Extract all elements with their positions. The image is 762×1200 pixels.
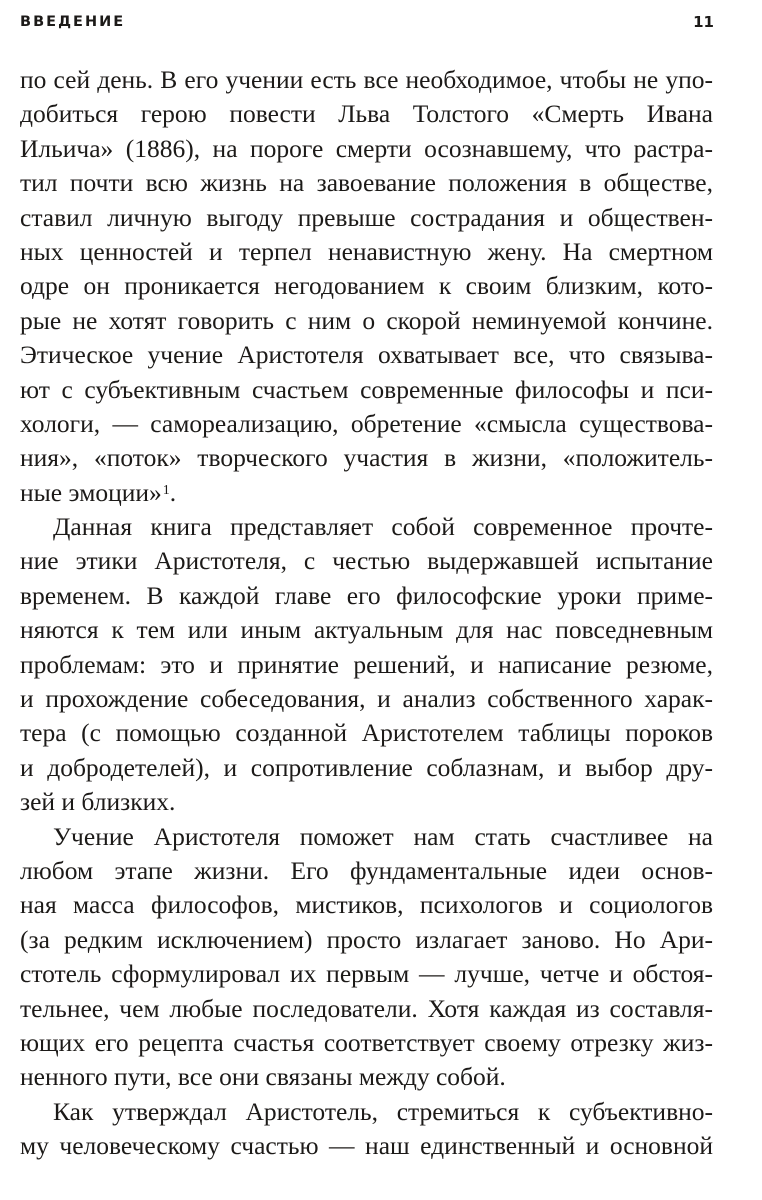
text-line: Этическое учение Аристотеля охватывает все, что связыва- (20, 340, 713, 370)
text-line: ния», «поток» творческого участия в жизни, «положитель- (20, 443, 713, 473)
text-line: Учение Аристотеля поможет нам стать счастливее на (53, 821, 713, 851)
page-number: 11 (693, 13, 714, 31)
text-line: и добродетелей), и сопротивление соблазнам, и выбор дру- (20, 752, 713, 782)
text-line: няются к тем или иным актуальным для нас повседневным (20, 615, 713, 645)
text-line: тил почти всю жизнь на завоевание положения в обществе, (20, 168, 713, 198)
text-line: проблемам: это и принятие решений, и написание резюме, (20, 649, 713, 679)
running-head (20, 11, 714, 33)
text-line: временем. В каждой главе его философские уроки приме- (20, 580, 713, 610)
text-line-last: ненного пути, все они связаны между собой. (20, 1062, 506, 1092)
text-line: (за редким исключением) просто излагает заново. Но Ари- (20, 924, 713, 954)
paragraph (20, 820, 713, 1095)
text-line: ние этики Аристотеля, с честью выдержавшей испытание (20, 546, 713, 576)
text-line: ных ценностей и терпел ненавистную жену. На смертном (20, 236, 713, 266)
text-line: ющих его рецепта счастья соответствует своему отрезку жиз- (20, 1027, 713, 1057)
footnote-reference[interactable]: 1 (162, 482, 170, 498)
text-line: добиться герою повести Льва Толстого «Смерть Ивана (20, 99, 713, 129)
paragraph (20, 63, 713, 510)
text-line: ют с субъективным счастьем современные философы и пси- (20, 374, 713, 404)
text-line: по сей день. В его учении есть все необходимое, чтобы не упо- (20, 65, 713, 94)
text-line: и прохождение собеседования, и анализ собственного харак- (20, 684, 713, 714)
text-fragment: ные эмоции» (20, 477, 162, 507)
body-text (20, 63, 713, 1164)
text-line: рые не хотят говорить с ним о скорой неминуемой кончине. (20, 305, 713, 335)
text-line: Ильича» (1886), на пороге смерти осознавшему, что растра- (20, 133, 713, 163)
text-line: му человеческому счастью — наш единственный и основной (20, 1131, 713, 1161)
text-line: стотель сформулировал их первым — лучше, четче и обстоя- (20, 959, 713, 989)
text-line: тельнее, чем любые последователи. Хотя каждая из составля- (20, 993, 713, 1023)
text-line: Данная книга представляет собой современное прочте- (53, 512, 713, 542)
text-fragment: . (169, 477, 177, 507)
text-line: Как утверждал Аристотель, стремиться к субъективно- (53, 1096, 713, 1126)
paragraph (20, 1095, 713, 1164)
text-line: ная масса философов, мистиков, психологов и социологов (20, 890, 713, 920)
text-line: тера (с помощью созданной Аристотелем таблицы пороков (20, 718, 713, 748)
chapter-title: ВВЕДЕНИЕ (20, 14, 126, 30)
text-line-last (20, 476, 713, 510)
text-line: любом этапе жизни. Его фундаментальные идеи основ- (20, 855, 713, 885)
text-line: хологи, — самореализацию, обретение «смысла существова- (20, 408, 713, 438)
paragraph (20, 510, 713, 820)
text-line: ставил личную выгоду превыше сострадания и обществен- (20, 202, 713, 232)
text-line: одре он проникается негодованием к своим близким, кото- (20, 271, 713, 301)
text-line-last: зей и близких. (20, 787, 176, 817)
